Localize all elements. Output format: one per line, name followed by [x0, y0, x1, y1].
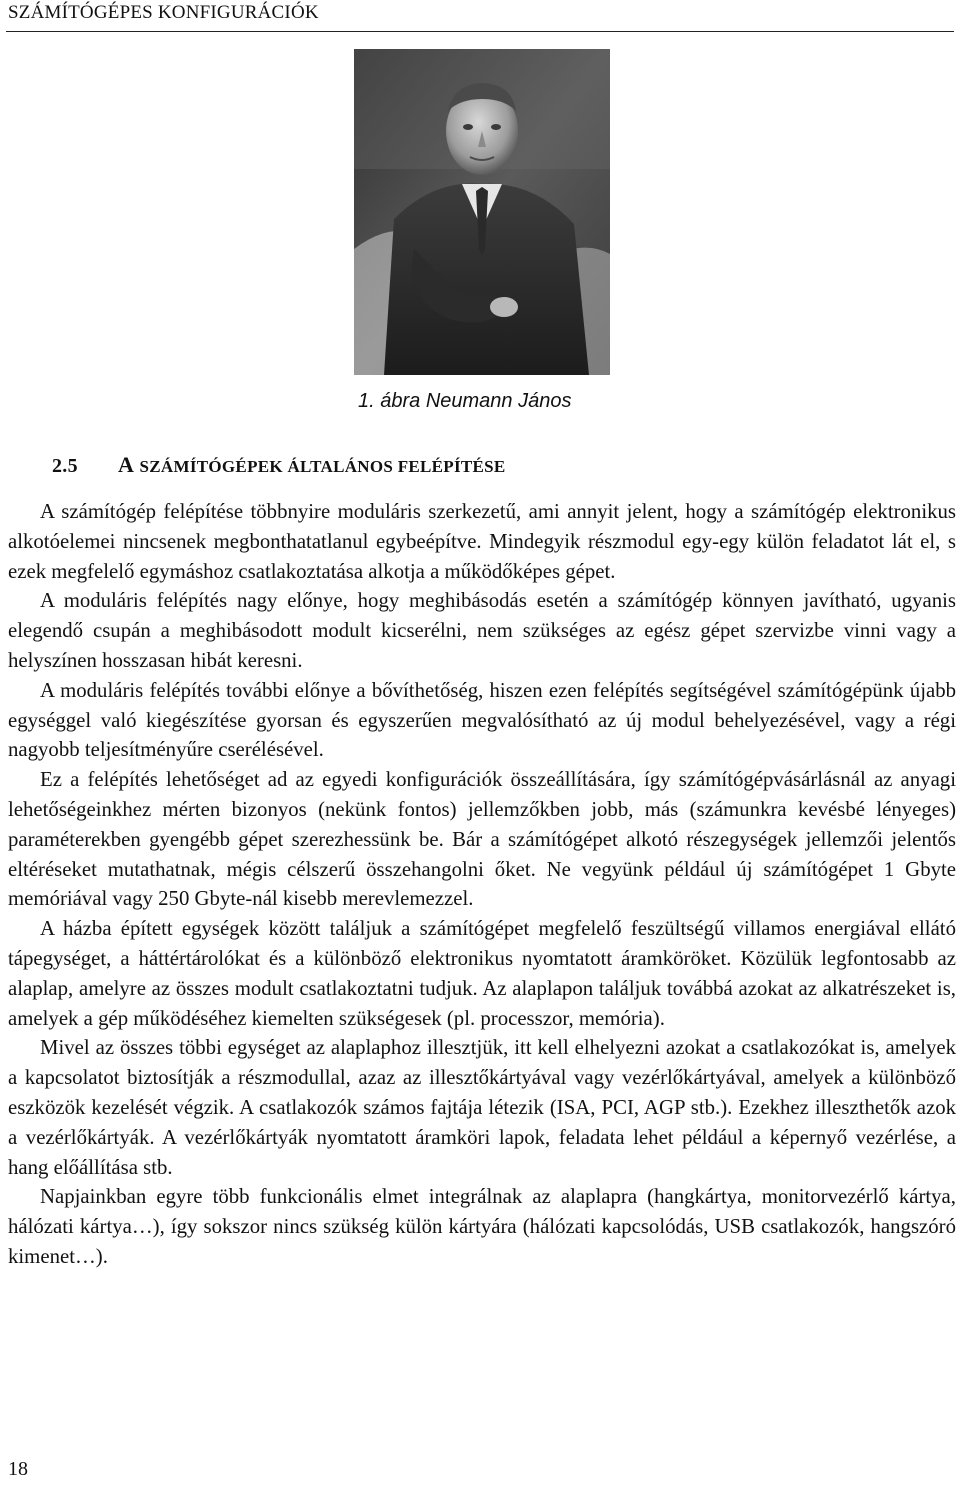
section-number: 2.5	[52, 455, 78, 477]
page-number: 18	[8, 1458, 28, 1480]
section-title-initial: A	[118, 452, 135, 477]
paragraph: A házba épített egységek között találjuk a számítógépet megfelelő feszültségű villamos energiával ellátó tápegységet, a háttértárolókat és a különböző elektronikus nyomtatott áramköröket. Közülük legfontosabb az alaplap, amelyre az összes modult csatlakoztatni tudjuk. Az alaplapon találjuk továbbá azokat az alkatrészeket is, amelyek a gép működéséhez kiemelten szükségesek (pl. processzor, memória).	[8, 917, 956, 1030]
paragraph: A moduláris felépítés további előnye a bővíthetőség, hiszen ezen felépítés segítségével számítógépünk újabb egységgel való kiegészítése gyorsan és egyszerűen megvalósítható az új modul behelyezésével, vagy a régi nagyobb teljesítményűre cserélésével.	[8, 678, 956, 762]
section-heading	[52, 452, 506, 478]
header-rule	[6, 31, 954, 32]
section-title: SZÁMÍTÓGÉPEK ÁLTALÁNOS FELÉPÍTÉSE	[139, 457, 506, 476]
paragraph: Ez a felépítés lehetőséget ad az egyedi konfigurációk összeállítására, így számítógépvásárlásnál az anyagi lehetőségeinkhez mérten bizonyos (nekünk fontos) jellemzőkben jobb, más (számunkra kevésbé lényeges) paraméterekben gyengébb gépet szerezhessünk be. Bár a számítógépet alkotó részegységek jellemzői jelentős eltéréseket mutathatnak, mégis célszerű összehangolni őket. Ne vegyünk például új számítógépet 1 Gbyte memóriával vagy 250 Gbyte-nál kisebb merevlemezzel.	[8, 768, 956, 911]
portrait-illustration	[354, 49, 610, 375]
paragraph: Napjainkban egyre több funkcionális elmet integrálnak az alaplapra (hangkártya, monitorvezérlő kártya, hálózati kártya…), így sokszor nincs szükség külön kártyára (hálózati kapcsolódás, USB csatlakozók, hangszóró kimenet…).	[8, 1185, 956, 1268]
paragraph: A moduláris felépítés nagy előnye, hogy meghibásodás esetén a számítógép könnyen javítható, ugyanis elegendő csupán a meghibásodott modult kicserélni, nem szükséges az egész gépet szervizbe vinni vagy a helyszínen hosszasan hibát keresni.	[8, 589, 956, 672]
figure-caption: 1. ábra Neumann János	[358, 390, 572, 412]
paragraph: Mivel az összes többi egységet az alaplaphoz illesztjük, itt kell elhelyezni azokat a csatlakozókat is, amelyek a kapcsolatot biztosítják a részmodullal, azaz az illesztőkártyával vagy vezérlőkártyával, amelyek a különböző eszközök kezelését végzik. A csatlakozók számos fajtája létezik (ISA, PCI, AGP stb.). Ezekhez illeszthetők azok a vezérlőkártyák. A vezérlőkártyák nyomtatott áramköri lapok, feladata lehet például a képernyő vezérlése, a hang előállítása stb.	[8, 1036, 956, 1179]
body-text	[8, 497, 956, 1272]
portrait-photo	[354, 49, 610, 375]
paragraph: A számítógép felépítése többnyire moduláris szerkezetű, ami annyit jelent, hogy a számítógép elektronikus alkotóelemei nincsenek megbonthatatlanul egybeépítve. Mindegyik részmodul egy-egy külön feladatot lát el, s ezek megfelelő egymáshoz csatlakoztatása alkotja a működőképes gépet.	[8, 500, 956, 583]
running-header: SZÁMÍTÓGÉPES KONFIGURÁCIÓK	[8, 2, 319, 23]
